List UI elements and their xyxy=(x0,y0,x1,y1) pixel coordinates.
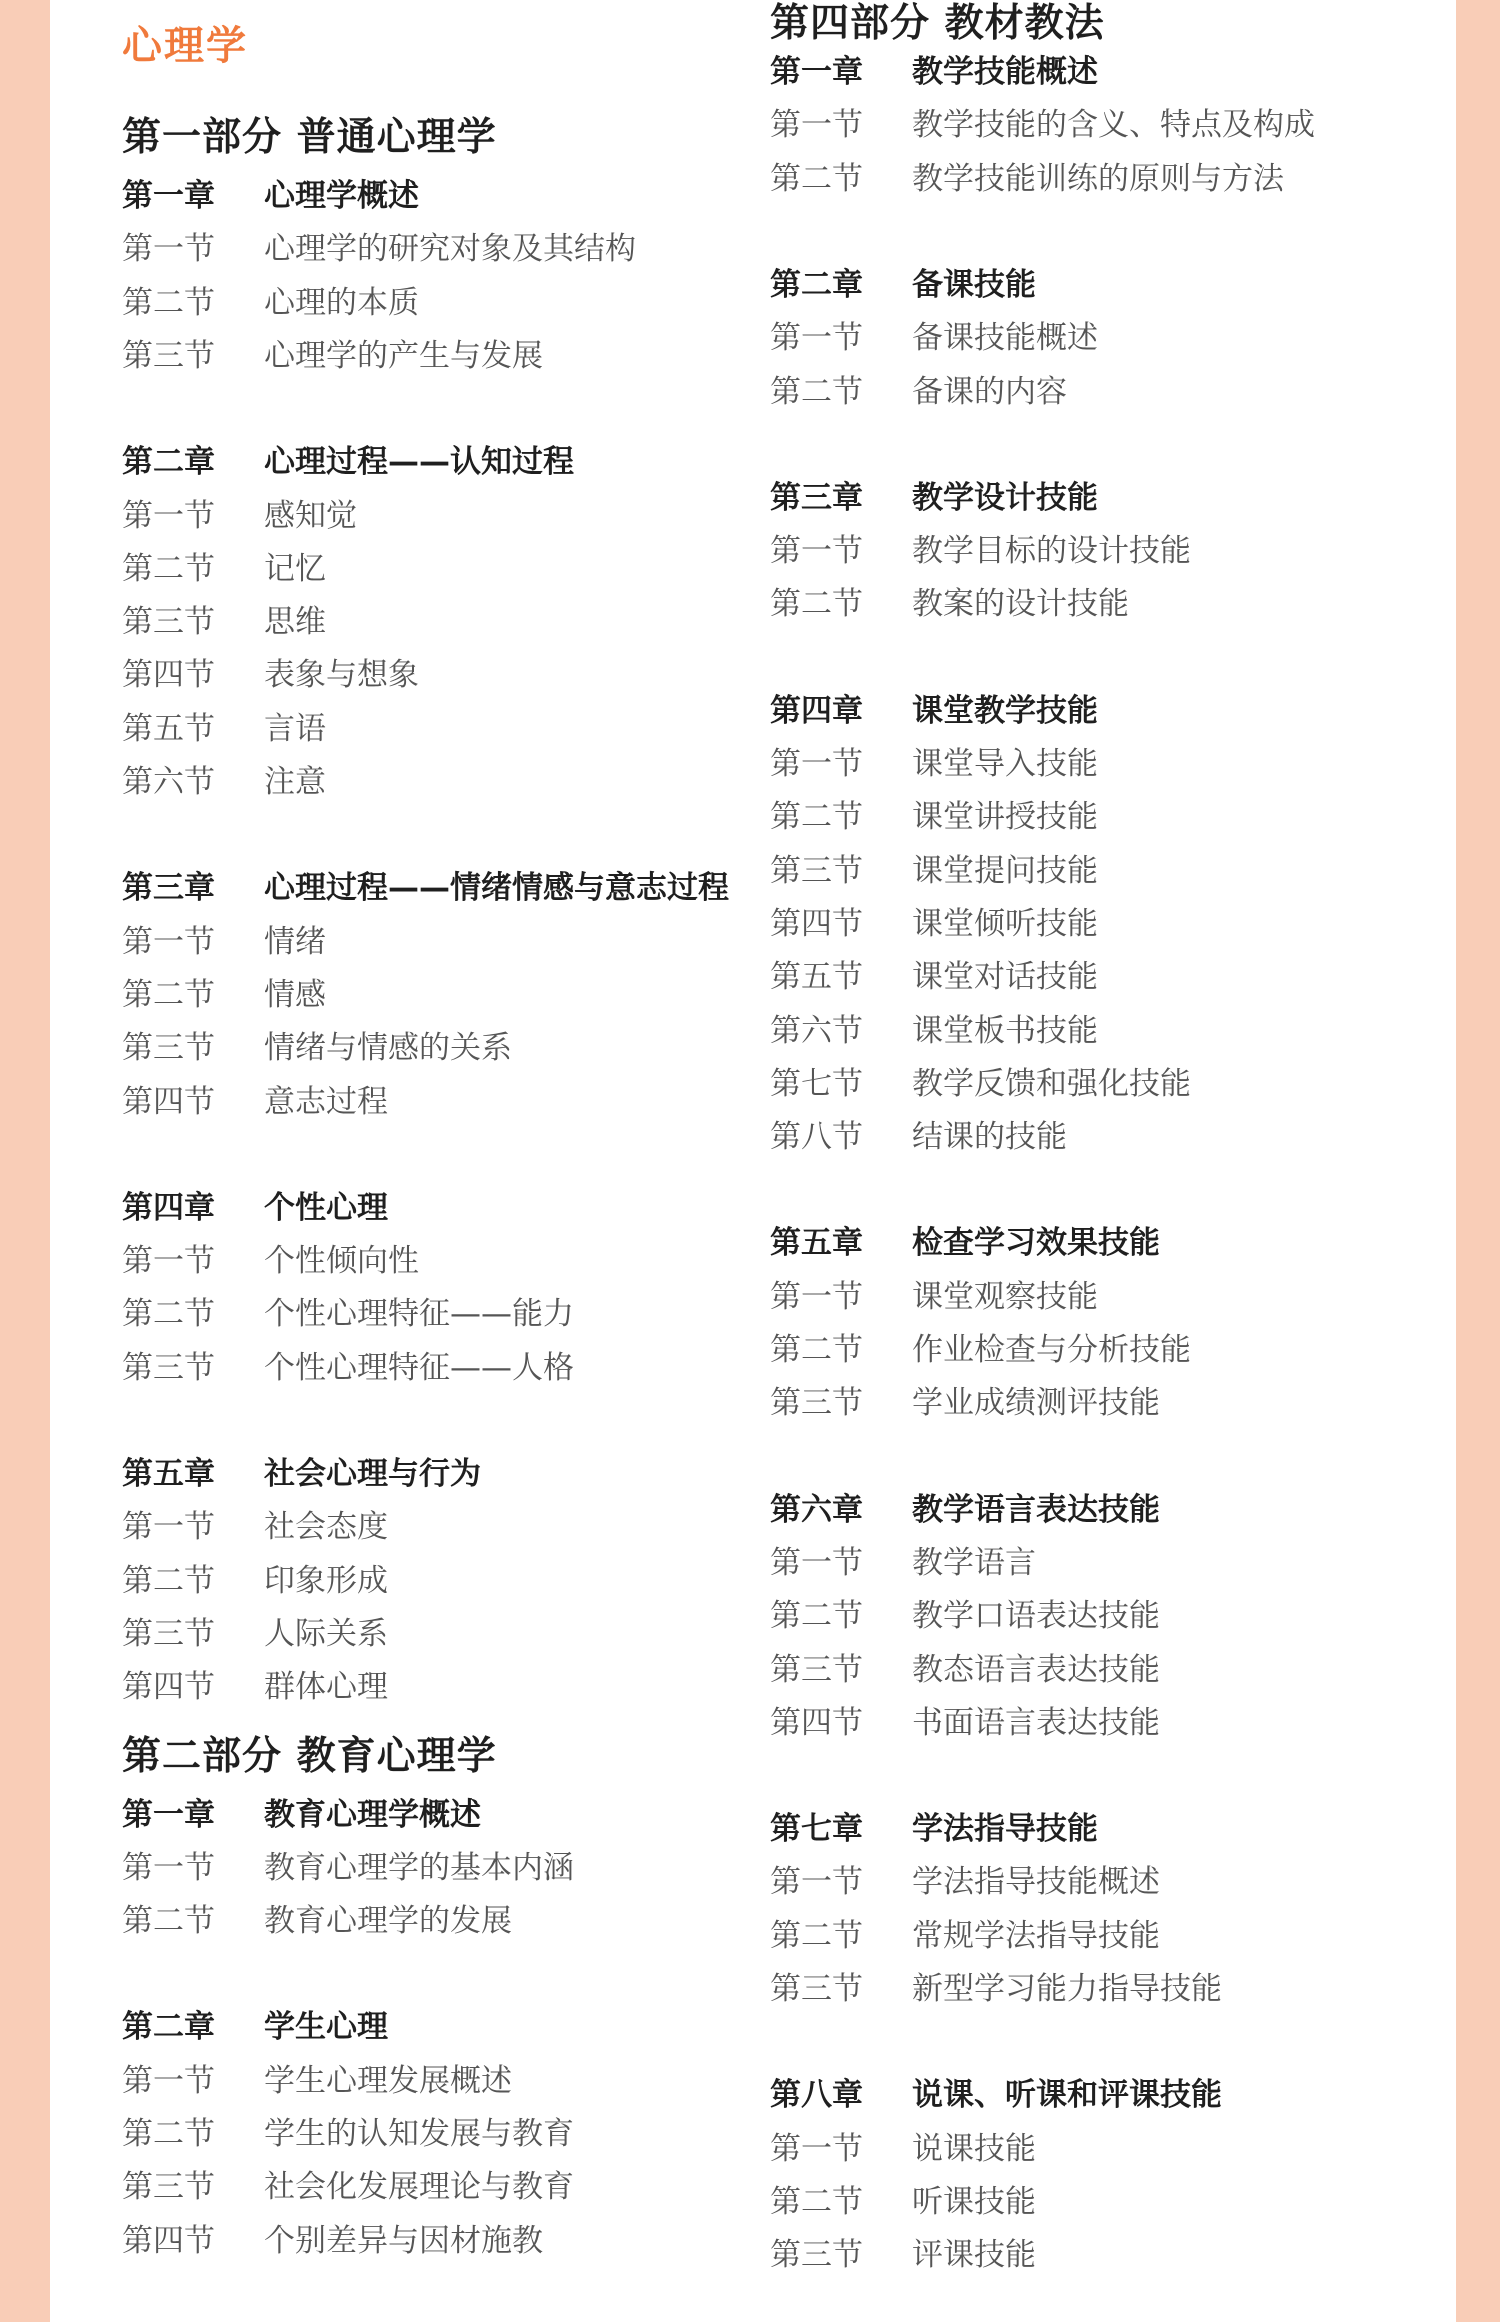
section-title: 教案的设计技能 xyxy=(912,586,1129,623)
section-title: 心理的本质 xyxy=(264,284,419,321)
section-number: 第一节 xyxy=(770,1544,863,1581)
chapter-title: 教学语言表达技能 xyxy=(912,1491,1160,1528)
chapter-number: 第一章 xyxy=(770,54,863,90)
section-number: 第三节 xyxy=(770,2237,863,2274)
section-title: 个性倾向性 xyxy=(264,1243,419,1280)
section-title: 人际关系 xyxy=(264,1615,388,1652)
section-title: 课堂导入技能 xyxy=(912,746,1098,782)
chapter-title: 心理学概述 xyxy=(264,178,419,214)
chapter-title: 课堂教学技能 xyxy=(912,692,1098,729)
page-title: 心理学 xyxy=(122,23,248,69)
section-title: 说课技能 xyxy=(912,2130,1036,2167)
section-title: 课堂对话技能 xyxy=(912,959,1098,996)
section-number: 第一节 xyxy=(770,2130,863,2167)
section-number: 第六节 xyxy=(770,1012,863,1049)
section-number: 第二节 xyxy=(122,976,215,1013)
section-title: 教育心理学的发展 xyxy=(264,1903,512,1940)
section-number: 第五节 xyxy=(122,710,215,747)
section-number: 第三节 xyxy=(122,2169,215,2206)
section-title: 课堂板书技能 xyxy=(912,1012,1098,1049)
section-title: 情感 xyxy=(264,976,326,1013)
section-title: 教学语言 xyxy=(912,1544,1036,1581)
section-title: 情绪 xyxy=(264,923,326,960)
chapter-number: 第七章 xyxy=(770,1811,863,1848)
section-number: 第四节 xyxy=(122,1083,215,1120)
chapter-number: 第三章 xyxy=(122,870,215,907)
section-title: 听课技能 xyxy=(912,2183,1036,2220)
section-number: 第三节 xyxy=(770,1971,863,2007)
section-title: 书面语言表达技能 xyxy=(912,1704,1160,1741)
section-number: 第三节 xyxy=(122,604,215,641)
section-number: 第一节 xyxy=(770,533,863,570)
section-number: 第二节 xyxy=(770,799,863,836)
chapter-number: 第八章 xyxy=(770,2077,863,2114)
chapter-title: 说课、听课和评课技能 xyxy=(912,2077,1222,2114)
section-number: 第一节 xyxy=(770,320,863,357)
section-number: 第二节 xyxy=(770,1332,863,1368)
chapter-number: 第六章 xyxy=(770,1491,863,1528)
part-heading: 第四部分 教材教法 xyxy=(770,1,1105,46)
section-number: 第一节 xyxy=(122,1849,215,1886)
section-title: 教学口语表达技能 xyxy=(912,1598,1160,1635)
section-title: 群体心理 xyxy=(264,1669,388,1706)
section-number: 第四节 xyxy=(770,905,863,942)
section-title: 教学反馈和强化技能 xyxy=(912,1065,1191,1102)
part-heading: 第一部分 普通心理学 xyxy=(122,115,497,160)
section-number: 第一节 xyxy=(770,746,863,782)
section-title: 意志过程 xyxy=(264,1083,388,1120)
chapter-title: 心理过程——情绪情感与意志过程 xyxy=(264,870,729,907)
section-number: 第六节 xyxy=(122,764,215,800)
section-title: 记忆 xyxy=(264,550,326,587)
section-number: 第二节 xyxy=(770,1598,863,1635)
section-number: 第二节 xyxy=(122,1903,215,1940)
section-number: 第二节 xyxy=(122,284,215,321)
section-title: 注意 xyxy=(264,764,326,800)
chapter-title: 个性心理 xyxy=(264,1189,388,1226)
section-number: 第一节 xyxy=(770,1278,863,1315)
section-title: 评课技能 xyxy=(912,2237,1036,2274)
section-title: 情绪与情感的关系 xyxy=(264,1030,512,1067)
section-number: 第三节 xyxy=(122,1615,215,1652)
section-title: 课堂讲授技能 xyxy=(912,799,1098,836)
section-number: 第二节 xyxy=(122,1296,215,1333)
section-title: 个性心理特征——能力 xyxy=(264,1296,574,1333)
section-title: 学生心理发展概述 xyxy=(264,2062,512,2099)
section-title: 学法指导技能概述 xyxy=(912,1864,1160,1901)
section-title: 个性心理特征——人格 xyxy=(264,1349,574,1386)
chapter-number: 第五章 xyxy=(122,1456,215,1492)
section-title: 作业检查与分析技能 xyxy=(912,1332,1191,1368)
section-number: 第三节 xyxy=(770,1651,863,1688)
section-number: 第二节 xyxy=(122,1562,215,1599)
section-number: 第一节 xyxy=(770,1864,863,1901)
section-title: 表象与想象 xyxy=(264,657,419,694)
section-number: 第一节 xyxy=(122,231,215,268)
section-number: 第一节 xyxy=(122,1509,215,1546)
section-number: 第五节 xyxy=(770,959,863,996)
section-number: 第四节 xyxy=(122,2222,215,2259)
section-title: 思维 xyxy=(264,604,326,641)
section-title: 教学技能的含义、特点及构成 xyxy=(912,107,1315,144)
section-title: 学业成绩测评技能 xyxy=(912,1385,1160,1422)
chapter-title: 社会心理与行为 xyxy=(264,1456,481,1492)
section-number: 第一节 xyxy=(122,497,215,534)
section-title: 感知觉 xyxy=(264,497,357,534)
section-title: 备课的内容 xyxy=(912,373,1067,410)
section-title: 教育心理学的基本内涵 xyxy=(264,1849,574,1886)
section-number: 第二节 xyxy=(770,373,863,410)
section-number: 第三节 xyxy=(770,852,863,889)
chapter-number: 第二章 xyxy=(122,2009,215,2046)
section-title: 学生的认知发展与教育 xyxy=(264,2116,574,2152)
section-number: 第四节 xyxy=(122,657,215,694)
section-number: 第四节 xyxy=(770,1704,863,1741)
chapter-title: 教育心理学概述 xyxy=(264,1796,481,1833)
section-title: 心理学的产生与发展 xyxy=(264,337,543,374)
chapter-number: 第四章 xyxy=(770,692,863,729)
section-title: 教学目标的设计技能 xyxy=(912,533,1191,570)
section-number: 第二节 xyxy=(770,160,863,197)
section-number: 第二节 xyxy=(770,2183,863,2220)
section-number: 第三节 xyxy=(122,337,215,374)
section-title: 社会化发展理论与教育 xyxy=(264,2169,574,2206)
chapter-number: 第四章 xyxy=(122,1189,215,1226)
chapter-number: 第二章 xyxy=(770,266,863,303)
part-heading: 第二部分 教育心理学 xyxy=(122,1733,497,1779)
section-number: 第二节 xyxy=(122,2116,215,2152)
section-number: 第一节 xyxy=(122,923,215,960)
chapter-title: 学法指导技能 xyxy=(912,1811,1098,1848)
section-title: 新型学习能力指导技能 xyxy=(912,1971,1222,2007)
section-number: 第二节 xyxy=(770,586,863,623)
chapter-number: 第五章 xyxy=(770,1225,863,1262)
chapter-number: 第一章 xyxy=(122,178,215,214)
section-title: 印象形成 xyxy=(264,1562,388,1599)
chapter-number: 第一章 xyxy=(122,1796,215,1833)
chapter-title: 教学技能概述 xyxy=(912,54,1098,90)
section-title: 心理学的研究对象及其结构 xyxy=(264,231,636,268)
section-title: 课堂倾听技能 xyxy=(912,905,1098,942)
chapter-title: 教学设计技能 xyxy=(912,479,1098,516)
section-number: 第一节 xyxy=(122,1243,215,1280)
section-number: 第一节 xyxy=(770,107,863,144)
section-number: 第一节 xyxy=(122,2062,215,2099)
section-title: 课堂提问技能 xyxy=(912,852,1098,889)
section-number: 第二节 xyxy=(122,550,215,587)
chapter-number: 第二章 xyxy=(122,444,215,481)
section-title: 社会态度 xyxy=(264,1509,388,1546)
section-number: 第三节 xyxy=(122,1030,215,1067)
chapter-title: 检查学习效果技能 xyxy=(912,1225,1160,1262)
section-title: 教态语言表达技能 xyxy=(912,1651,1160,1688)
chapter-title: 心理过程——认知过程 xyxy=(264,444,574,481)
chapter-number: 第三章 xyxy=(770,479,863,516)
section-number: 第七节 xyxy=(770,1065,863,1102)
section-number: 第三节 xyxy=(770,1385,863,1422)
section-number: 第三节 xyxy=(122,1349,215,1386)
section-number: 第四节 xyxy=(122,1669,215,1706)
section-title: 个别差异与因材施教 xyxy=(264,2222,543,2259)
chapter-title: 备课技能 xyxy=(912,266,1036,303)
section-number: 第二节 xyxy=(770,1917,863,1954)
section-title: 教学技能训练的原则与方法 xyxy=(912,160,1284,197)
chapter-title: 学生心理 xyxy=(264,2009,388,2046)
section-number: 第八节 xyxy=(770,1119,863,1156)
section-title: 常规学法指导技能 xyxy=(912,1917,1160,1954)
section-title: 言语 xyxy=(264,710,326,747)
page xyxy=(50,0,1456,2322)
section-title: 课堂观察技能 xyxy=(912,1278,1098,1315)
section-title: 备课技能概述 xyxy=(912,320,1098,357)
section-title: 结课的技能 xyxy=(912,1119,1067,1156)
